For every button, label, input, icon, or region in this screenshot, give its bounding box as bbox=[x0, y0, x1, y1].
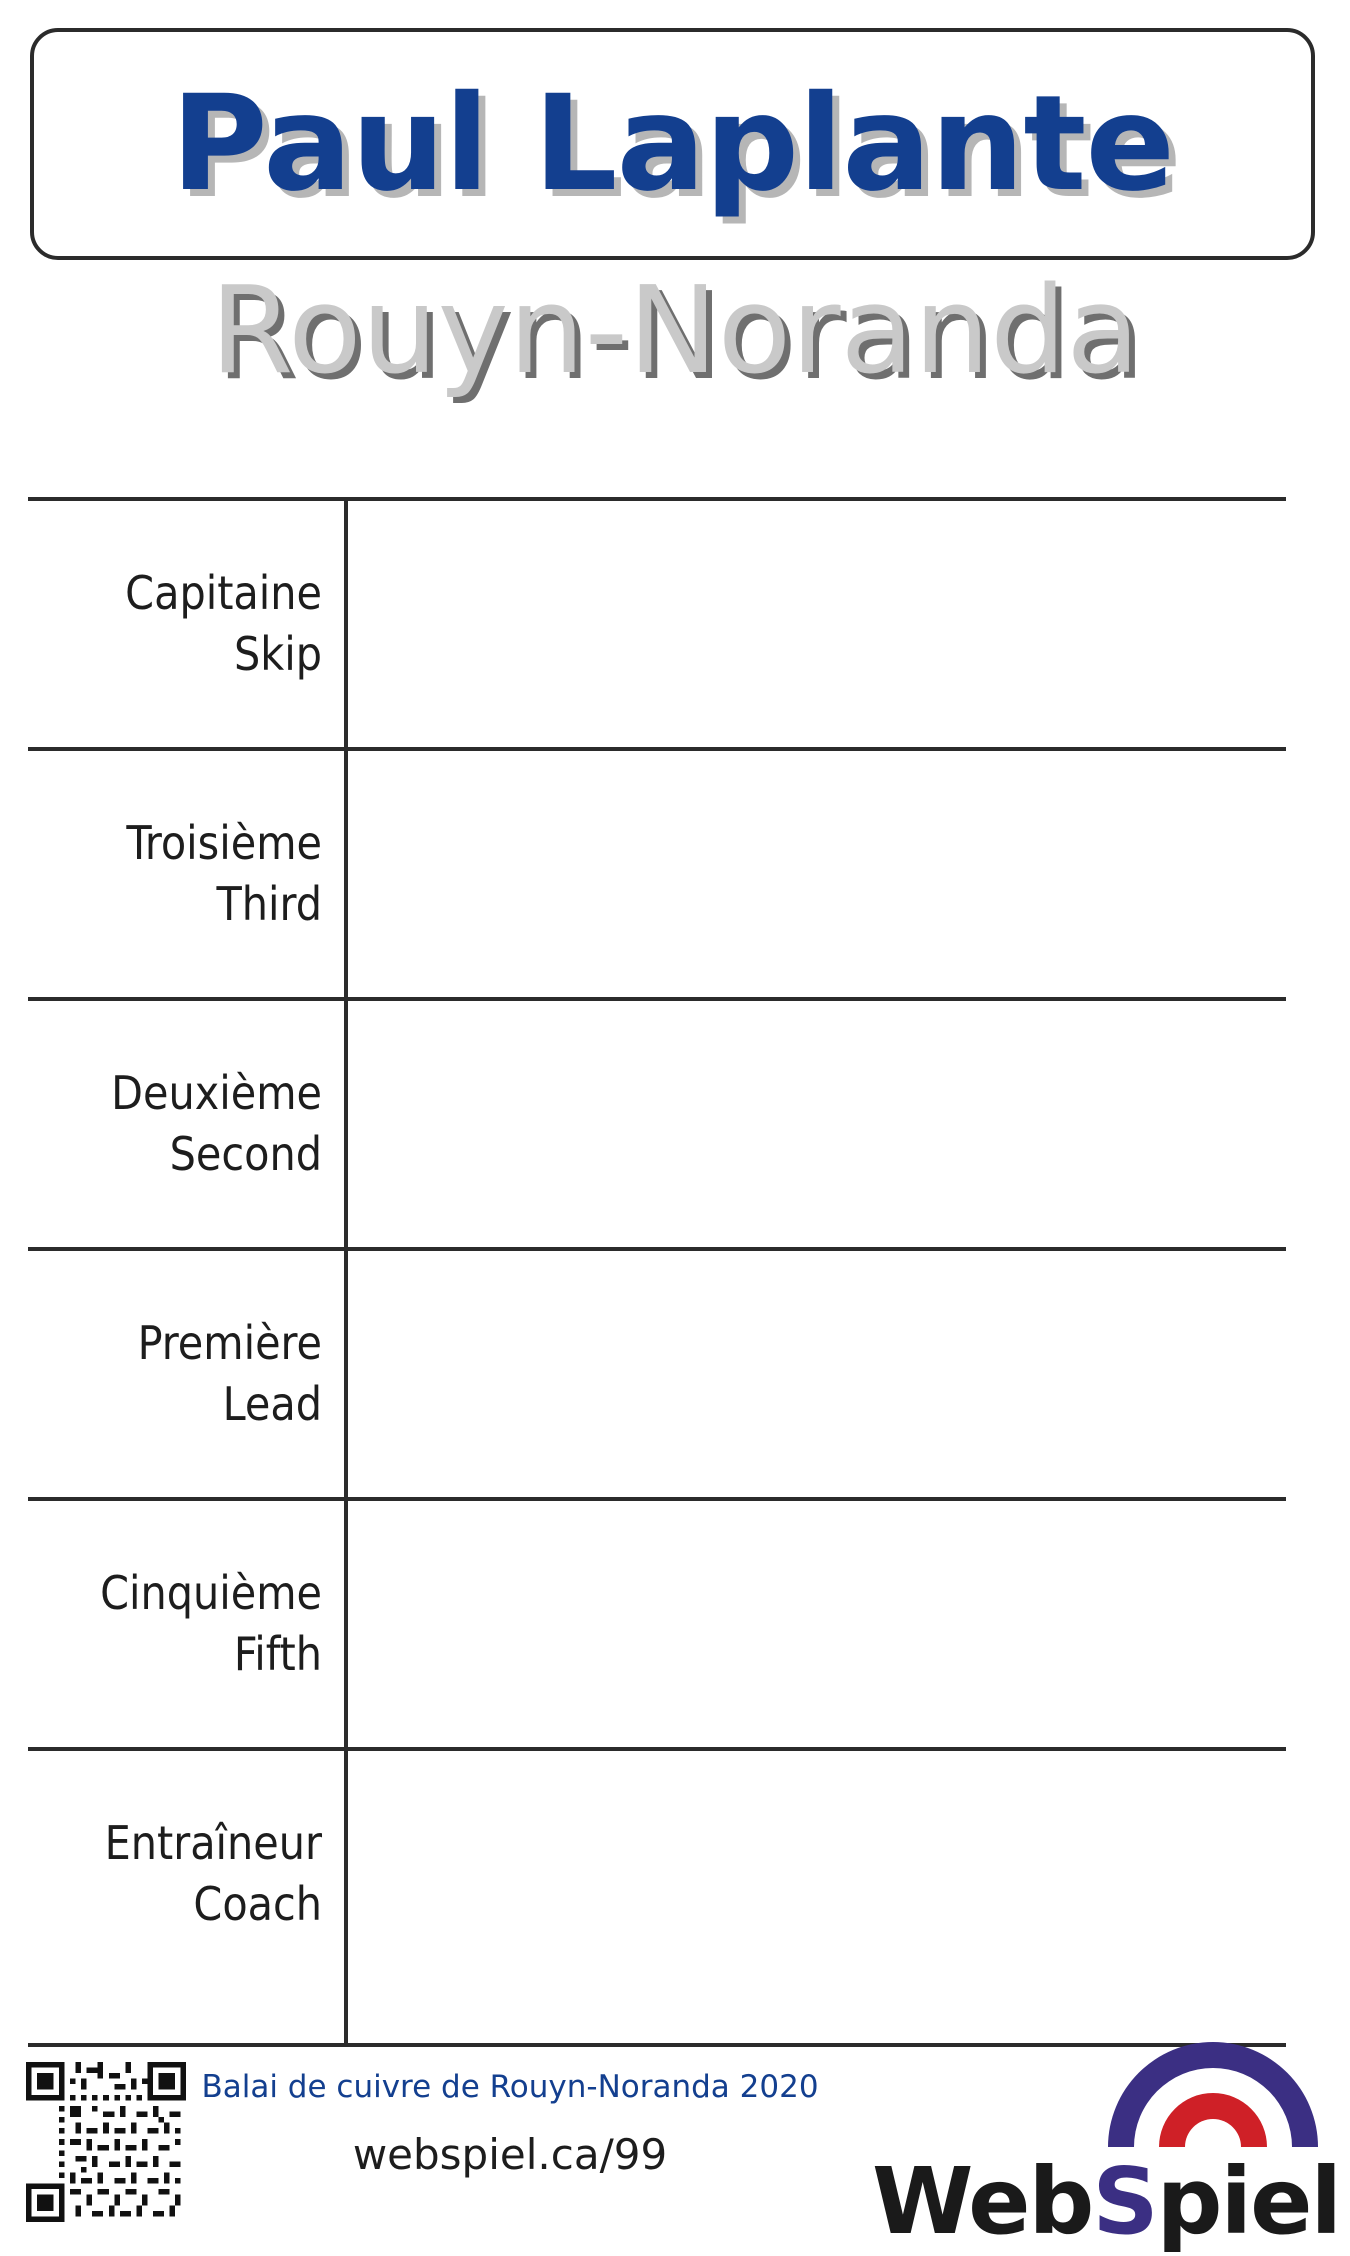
footer-text bbox=[200, 2069, 820, 2178]
position-label-fr: Deuxième bbox=[111, 1066, 322, 1121]
footer bbox=[0, 2047, 1350, 2255]
club-name: Rouyn-Noranda bbox=[210, 262, 1140, 401]
table-row bbox=[28, 1247, 1286, 1497]
event-name: Balai de cuivre de Rouyn-Noranda 2020 bbox=[201, 2069, 819, 2105]
position-write-area-fifth[interactable] bbox=[348, 1501, 1286, 1747]
positions-table bbox=[28, 497, 1286, 1997]
position-write-area-lead[interactable] bbox=[348, 1251, 1286, 1497]
position-label-fr: Cinquième bbox=[100, 1566, 322, 1621]
position-write-area-second[interactable] bbox=[348, 1001, 1286, 1247]
position-label-en: Coach bbox=[193, 1877, 322, 1931]
logo-wordmark bbox=[871, 2148, 1340, 2255]
table-row bbox=[28, 497, 1286, 747]
position-label-lead bbox=[28, 1251, 344, 1497]
webspiel-logo bbox=[871, 2041, 1340, 2256]
position-label-fr: Troisième bbox=[126, 816, 322, 871]
position-label-fr: Entraîneur bbox=[104, 1816, 322, 1871]
position-label-en: Lead bbox=[222, 1377, 322, 1431]
position-label-en: Second bbox=[169, 1127, 322, 1181]
position-label-en: Fifth bbox=[233, 1627, 322, 1681]
position-label-en: Skip bbox=[233, 627, 322, 681]
position-label-fifth bbox=[28, 1501, 344, 1747]
position-label-fr: Capitaine bbox=[125, 566, 322, 621]
position-label-coach bbox=[28, 1751, 344, 1997]
player-name-box bbox=[30, 28, 1315, 260]
page-title: Paul Laplante bbox=[170, 67, 1175, 221]
logo-word-web: Web bbox=[871, 2148, 1093, 2255]
site-url[interactable]: webspiel.ca/99 bbox=[352, 2130, 668, 2180]
table-row bbox=[28, 1497, 1286, 1747]
table-row bbox=[28, 997, 1286, 1247]
position-label-third bbox=[28, 751, 344, 997]
qr-code-icon[interactable] bbox=[26, 2062, 186, 2222]
position-label-second bbox=[28, 1001, 344, 1247]
column-divider-tail bbox=[344, 1997, 348, 2045]
position-write-area-coach[interactable] bbox=[348, 1751, 1286, 1997]
position-label-en: Third bbox=[216, 877, 322, 931]
logo-word-s: S bbox=[1092, 2148, 1157, 2255]
position-write-area-third[interactable] bbox=[348, 751, 1286, 997]
curling-house-icon bbox=[1108, 2041, 1318, 2147]
logo-word-piel: piel bbox=[1156, 2148, 1340, 2255]
position-label-skip bbox=[28, 501, 344, 747]
table-row bbox=[28, 1747, 1286, 1997]
table-row bbox=[28, 747, 1286, 997]
position-write-area-skip[interactable] bbox=[348, 501, 1286, 747]
position-label-fr: Première bbox=[137, 1316, 322, 1371]
